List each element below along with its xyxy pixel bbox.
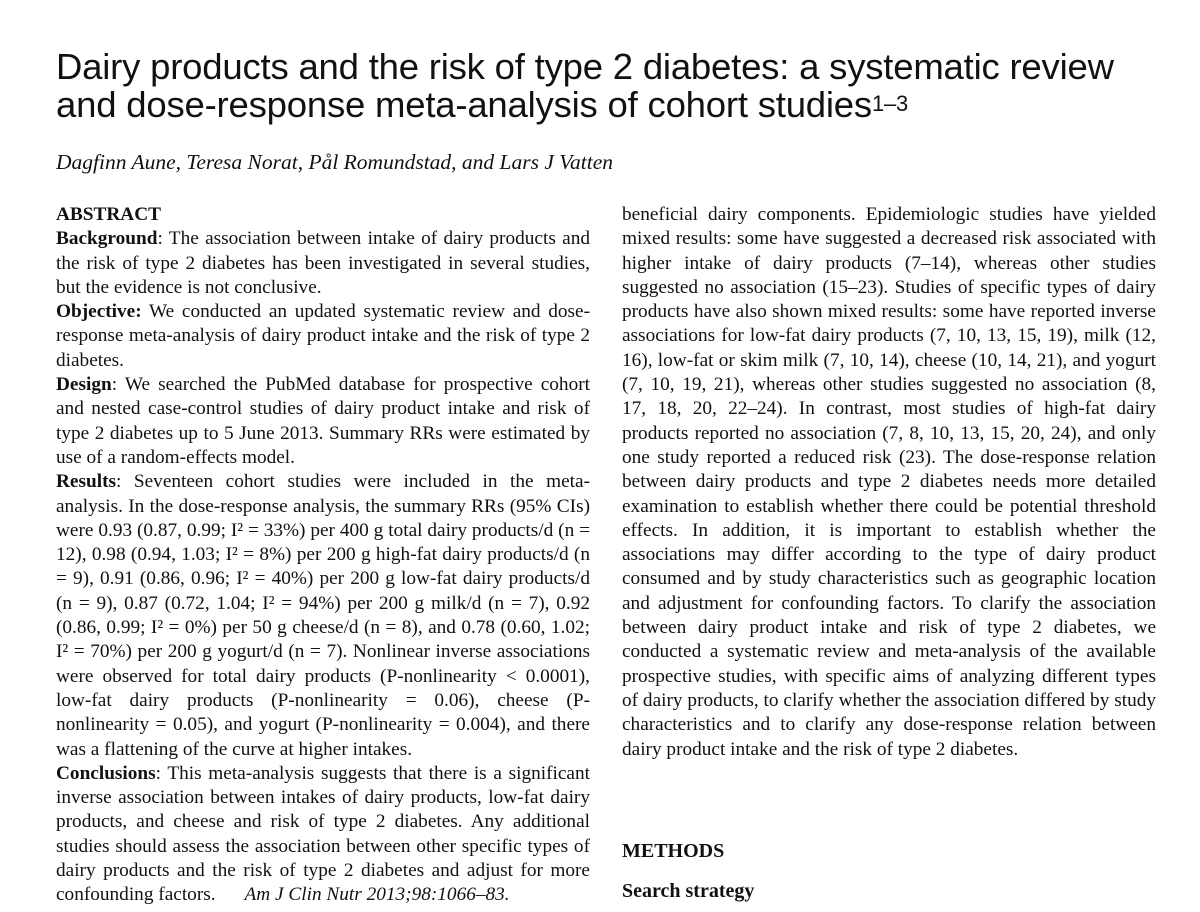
results-label: Results bbox=[56, 471, 116, 493]
conclusions-label: Conclusions bbox=[56, 762, 156, 784]
objective-label: Objective: bbox=[56, 301, 142, 323]
paper-title bbox=[56, 48, 1166, 129]
author-list: Dagfinn Aune, Teresa Norat, Pål Romundstad, and Lars J Vatten bbox=[56, 150, 614, 174]
abstract-background bbox=[56, 227, 590, 300]
abstract-results bbox=[56, 470, 590, 762]
search-strategy-heading: Search strategy bbox=[622, 880, 755, 902]
background-text: : The association between intake of dairy products and the risk of type 2 diabetes has been investigated in several studies, but the evidence is not conclusive. bbox=[56, 228, 590, 298]
objective-text: We conducted an updated systematic review and dose-response meta-analysis of dairy product intake and the risk of type 2 diabetes. bbox=[56, 301, 590, 371]
abstract-objective bbox=[56, 300, 590, 373]
design-label: Design bbox=[56, 374, 112, 396]
background-label: Background bbox=[56, 228, 158, 250]
design-text: : We searched the PubMed database for prospective cohort and nested case-control studies of dairy product intake and risk of type 2 diabetes up to 5 June 2013. Summary RRs were estimated by use of a random-effects model. bbox=[56, 374, 590, 468]
abstract-design bbox=[56, 373, 590, 470]
paper-title-text: Dairy products and the risk of type 2 diabetes: a systematic review and dose-response meta-analysis of cohort studies bbox=[56, 46, 1114, 125]
conclusions-text: : This meta-analysis suggests that there is a significant inverse association between intakes of dairy products, low-fat dairy products, and cheese and risk of type 2 diabetes. Any additional studies should assess the association between other specific types of dairy products and the risk of type 2 diabetes and adjust for more confounding factors. bbox=[56, 762, 590, 906]
introduction-column bbox=[622, 203, 1156, 762]
abstract-heading: ABSTRACT bbox=[56, 204, 162, 225]
journal-citation: Am J Clin Nutr 2013;98:1066–83. bbox=[244, 884, 510, 906]
methods-heading: METHODS bbox=[622, 840, 725, 862]
title-footnote-marker: 1–3 bbox=[871, 91, 909, 116]
abstract-column bbox=[56, 203, 590, 908]
results-text: : Seventeen cohort studies were included in the meta-analysis. In the dose-response analysis, the summary RRs (95% CIs) were 0.93 (0.87, 0.99; I² = 33%) per 400 g total dairy products/d (n = 12), 0.98 (0.94, 1.03; I² = 8%) per 200 g high-fat dairy products/d (n = 9), 0.91 (0.86, 0.96; I² = 40%) per 200 g low-fat dairy products/d (n = 9), 0.87 (0.72, 1.04; I² = 94%) per 200 g milk/d (n = 7), 0.92 (0.86, 0.99; I² = 0%) per 50 g cheese/d (n = 8), and 0.78 (0.60, 1.02; I² = 70%) per 200 g yogurt/d (n = 7). Nonlinear inverse associations were observed for total dairy products (P-nonlinearity < 0.0001), low-fat dairy products (P-nonlinearity = 0.06), cheese (P-nonlinearity = 0.05), and yogurt (P-nonlinearity = 0.004), and there was a flattening of the curve at higher intakes. bbox=[56, 471, 590, 760]
abstract-conclusions bbox=[56, 762, 590, 908]
introduction-text: beneficial dairy components. Epidemiologic studies have yielded mixed results: some have suggested a decreased risk associated with higher intake of dairy products (7–14), whereas other studies suggested no association (15–23). Studies of specific types of dairy products have also shown mixed results: some have reported inverse associations for low-fat dairy products (7, 10, 13, 15, 19), milk (12, 16), low-fat or skim milk (7, 10, 14), cheese (10, 14, 21), and yogurt (7, 10, 19, 21), whereas other studies suggested no association (8, 17, 18, 20, 22–24). In contrast, most studies of high-fat dairy products reported no association (7, 8, 10, 13, 15, 20, 24), and only one study reported a reduced risk (23). The dose-response relation between dairy products and type 2 diabetes needs more detailed examination to establish whether there could be potential threshold effects. In addition, it is important to establish whether the associations may differ according to the type of dairy product consumed and by study characteristics such as geographic location and adjustment for confounding factors. To clarify the association between dairy product intake and risk of type 2 diabetes, we conducted a systematic review and meta-analysis of the available prospective studies, with specific aims of analyzing different types of dairy products, to clarify whether the association differed by study characteristics and to clarify any dose-response relation between dairy product intake and the risk of type 2 diabetes. bbox=[622, 204, 1156, 760]
